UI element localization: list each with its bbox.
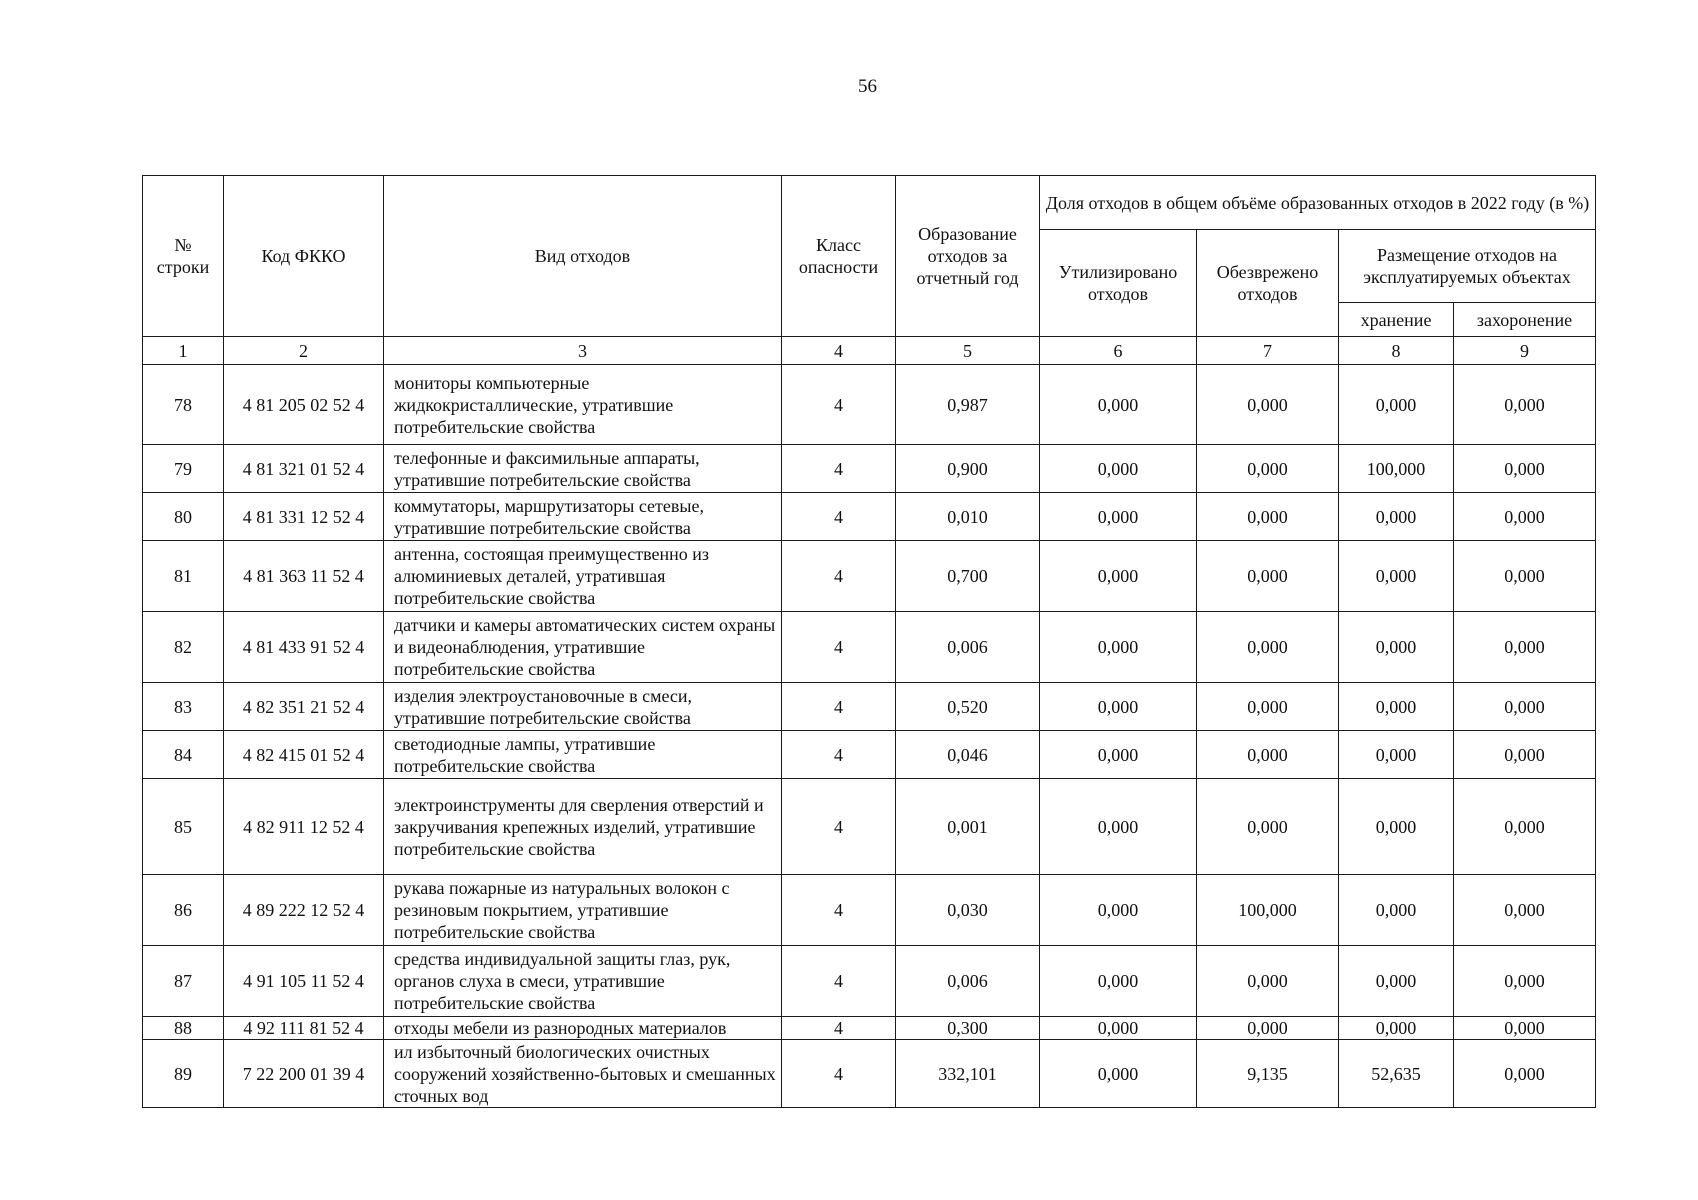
cell-utilized: 0,000 [1040,1017,1197,1040]
cell-waste-type: электроинструменты для сверления отверстий и закручивания крепежных изделий, утратившие потребительские свойства [384,779,782,875]
table-header [143,176,1596,365]
table-row [143,1017,1596,1040]
cell-burial: 0,000 [1454,946,1596,1017]
cell-fkko-code: 4 81 205 02 52 4 [224,365,384,445]
cell-generated: 0,046 [896,731,1040,779]
cell-burial: 0,000 [1454,445,1596,493]
cell-fkko-code: 4 81 363 11 52 4 [224,541,384,612]
table-row [143,445,1596,493]
cell-row-no: 78 [143,365,224,445]
cell-burial: 0,000 [1454,1017,1596,1040]
table-body [143,365,1596,1108]
cell-generated: 0,001 [896,779,1040,875]
cell-burial: 0,000 [1454,731,1596,779]
cell-utilized: 0,000 [1040,875,1197,946]
cell-row-no: 88 [143,1017,224,1040]
cell-fkko-code: 4 81 331 12 52 4 [224,493,384,541]
cell-waste-type: телефонные и факсимильные аппараты, утратившие потребительские свойства [384,445,782,493]
cell-waste-type: антенна, состоящая преимущественно из алюминиевых деталей, утратившая потребительские свойства [384,541,782,612]
cell-storage: 0,000 [1339,946,1454,1017]
cell-utilized: 0,000 [1040,365,1197,445]
cell-waste-type: датчики и камеры автоматических систем охраны и видеонаблюдения, утратившие потребительские свойства [384,612,782,683]
cell-row-no: 79 [143,445,224,493]
page-number: 56 [858,76,877,97]
cell-neutralized: 100,000 [1197,875,1339,946]
cell-generated: 332,101 [896,1040,1040,1108]
cell-storage: 0,000 [1339,493,1454,541]
table-row [143,493,1596,541]
cell-storage: 0,000 [1339,365,1454,445]
column-number: 1 [143,337,224,365]
cell-waste-type: коммутаторы, маршрутизаторы сетевые, утратившие потребительские свойства [384,493,782,541]
cell-waste-type: рукава пожарные из натуральных волокон с резиновым покрытием, утратившие потребительские свойства [384,875,782,946]
cell-waste-type: светодиодные лампы, утратившие потребительские свойства [384,731,782,779]
cell-burial: 0,000 [1454,683,1596,731]
table-row [143,683,1596,731]
cell-burial: 0,000 [1454,541,1596,612]
cell-utilized: 0,000 [1040,493,1197,541]
cell-fkko-code: 4 81 433 91 52 4 [224,612,384,683]
cell-storage: 0,000 [1339,612,1454,683]
cell-row-no: 85 [143,779,224,875]
cell-hazard-class: 4 [782,946,896,1017]
cell-generated: 0,700 [896,541,1040,612]
waste-table [142,175,1596,1108]
cell-fkko-code: 7 22 200 01 39 4 [224,1040,384,1108]
cell-generated: 0,900 [896,445,1040,493]
header-placement-group: Размещение отходов на эксплуатируемых объектах [1339,230,1596,303]
column-number: 3 [384,337,782,365]
cell-fkko-code: 4 92 111 81 52 4 [224,1017,384,1040]
header-share-group: Доля отходов в общем объёме образованных отходов в 2022 году (в %) [1040,176,1596,230]
cell-waste-type: изделия электроустановочные в смеси, утратившие потребительские свойства [384,683,782,731]
cell-utilized: 0,000 [1040,612,1197,683]
cell-storage: 0,000 [1339,1017,1454,1040]
cell-hazard-class: 4 [782,779,896,875]
cell-utilized: 0,000 [1040,779,1197,875]
cell-utilized: 0,000 [1040,541,1197,612]
header-hazard-class: Класс опасности [782,176,896,337]
cell-burial: 0,000 [1454,779,1596,875]
header-utilized: Утилизировано отходов [1040,230,1197,337]
column-number: 9 [1454,337,1596,365]
cell-generated: 0,520 [896,683,1040,731]
cell-fkko-code: 4 82 911 12 52 4 [224,779,384,875]
cell-fkko-code: 4 81 321 01 52 4 [224,445,384,493]
cell-neutralized: 0,000 [1197,946,1339,1017]
cell-row-no: 80 [143,493,224,541]
header-generated: Образование отходов за отчетный год [896,176,1040,337]
column-number: 4 [782,337,896,365]
table-row [143,779,1596,875]
cell-fkko-code: 4 82 351 21 52 4 [224,683,384,731]
column-number: 8 [1339,337,1454,365]
cell-generated: 0,010 [896,493,1040,541]
cell-hazard-class: 4 [782,731,896,779]
cell-hazard-class: 4 [782,1017,896,1040]
header-burial: захоронение [1454,303,1596,337]
table-row [143,946,1596,1017]
cell-waste-type: отходы мебели из разнородных материалов [384,1017,782,1040]
cell-utilized: 0,000 [1040,731,1197,779]
cell-hazard-class: 4 [782,612,896,683]
cell-storage: 100,000 [1339,445,1454,493]
cell-neutralized: 9,135 [1197,1040,1339,1108]
cell-row-no: 83 [143,683,224,731]
table-row [143,731,1596,779]
cell-burial: 0,000 [1454,875,1596,946]
column-number-row [143,337,1596,365]
cell-generated: 0,006 [896,946,1040,1017]
cell-utilized: 0,000 [1040,946,1197,1017]
cell-storage: 52,635 [1339,1040,1454,1108]
cell-row-no: 86 [143,875,224,946]
column-number: 5 [896,337,1040,365]
column-number: 2 [224,337,384,365]
cell-storage: 0,000 [1339,779,1454,875]
cell-waste-type: ил избыточный биологических очистных сооружений хозяйственно-бытовых и смешанных сточных вод [384,1040,782,1108]
cell-row-no: 89 [143,1040,224,1108]
column-number: 6 [1040,337,1197,365]
cell-hazard-class: 4 [782,365,896,445]
cell-waste-type: мониторы компьютерные жидкокристаллические, утратившие потребительские свойства [384,365,782,445]
cell-generated: 0,030 [896,875,1040,946]
cell-hazard-class: 4 [782,875,896,946]
cell-neutralized: 0,000 [1197,731,1339,779]
cell-utilized: 0,000 [1040,445,1197,493]
table-row [143,1040,1596,1108]
cell-storage: 0,000 [1339,875,1454,946]
cell-storage: 0,000 [1339,683,1454,731]
cell-neutralized: 0,000 [1197,493,1339,541]
column-number: 7 [1197,337,1339,365]
cell-fkko-code: 4 82 415 01 52 4 [224,731,384,779]
cell-row-no: 87 [143,946,224,1017]
header-storage: хранение [1339,303,1454,337]
cell-hazard-class: 4 [782,683,896,731]
cell-fkko-code: 4 89 222 12 52 4 [224,875,384,946]
cell-burial: 0,000 [1454,1040,1596,1108]
cell-neutralized: 0,000 [1197,612,1339,683]
cell-utilized: 0,000 [1040,1040,1197,1108]
header-row-no: № строки [143,176,224,337]
cell-generated: 0,006 [896,612,1040,683]
cell-neutralized: 0,000 [1197,1017,1339,1040]
cell-generated: 0,300 [896,1017,1040,1040]
cell-neutralized: 0,000 [1197,541,1339,612]
cell-row-no: 81 [143,541,224,612]
table-row [143,612,1596,683]
cell-neutralized: 0,000 [1197,365,1339,445]
cell-burial: 0,000 [1454,612,1596,683]
cell-row-no: 82 [143,612,224,683]
header-fkko-code: Код ФККО [224,176,384,337]
cell-hazard-class: 4 [782,1040,896,1108]
cell-hazard-class: 4 [782,541,896,612]
cell-neutralized: 0,000 [1197,779,1339,875]
cell-storage: 0,000 [1339,731,1454,779]
cell-neutralized: 0,000 [1197,683,1339,731]
cell-fkko-code: 4 91 105 11 52 4 [224,946,384,1017]
cell-utilized: 0,000 [1040,683,1197,731]
table-row [143,541,1596,612]
table-row [143,365,1596,445]
cell-hazard-class: 4 [782,493,896,541]
cell-burial: 0,000 [1454,365,1596,445]
header-neutralized: Обезврежено отходов [1197,230,1339,337]
table-row [143,875,1596,946]
cell-waste-type: средства индивидуальной защиты глаз, рук, органов слуха в смеси, утратившие потребительские свойства [384,946,782,1017]
cell-burial: 0,000 [1454,493,1596,541]
cell-storage: 0,000 [1339,541,1454,612]
cell-generated: 0,987 [896,365,1040,445]
cell-row-no: 84 [143,731,224,779]
cell-hazard-class: 4 [782,445,896,493]
header-waste-type: Вид отходов [384,176,782,337]
cell-neutralized: 0,000 [1197,445,1339,493]
